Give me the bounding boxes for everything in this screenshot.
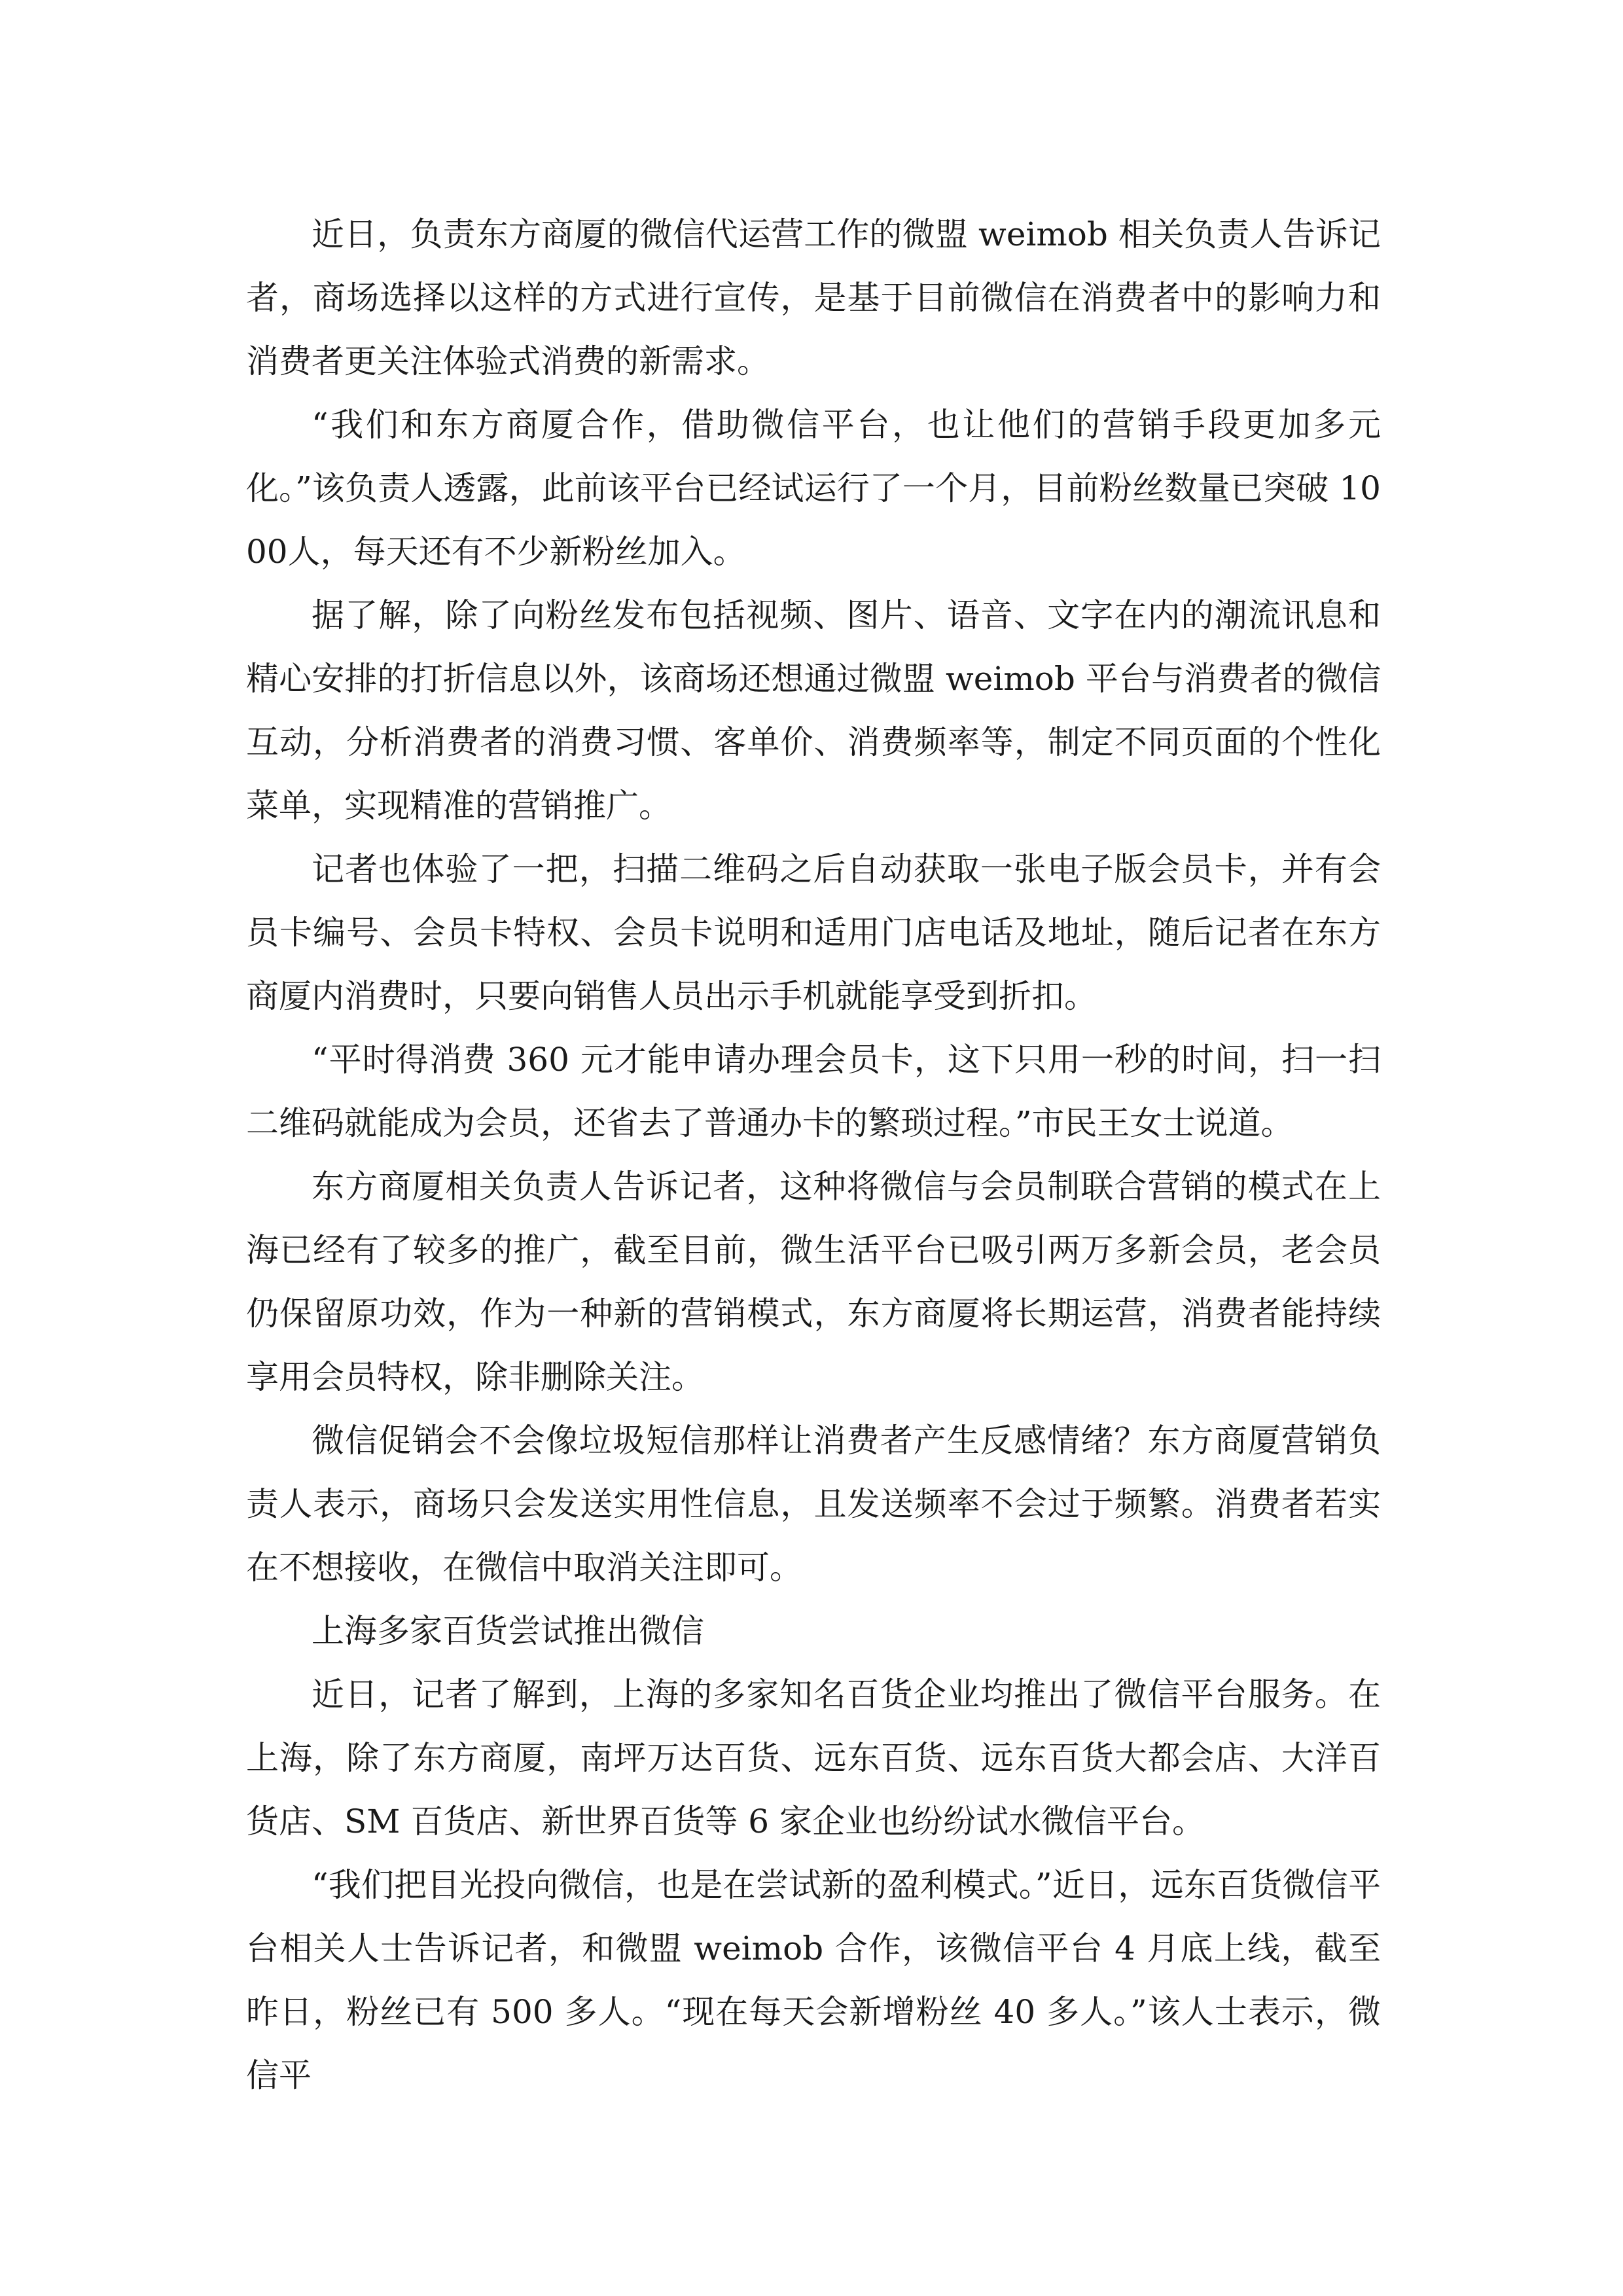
article-body [246,203,1381,2108]
section-subheading: 上海多家百货尝试推出微信 [312,1612,704,1650]
paragraph-2: “我们和东方商厦合作，借助微信平台，也让他们的营销手段更加多元化。”该负责人透露，此前该平台已经试运行了一个月，目前粉丝数量已突破 1000人，每天还有不少新粉丝加入。 [246,406,1381,571]
paragraph-3: 据了解，除了向粉丝发布包括视频、图片、语音、文字在内的潮流讯息和精心安排的打折信息以外，该商场还想通过微盟 weimob 平台与消费者的微信互动，分析消费者的消费习惯、客单价、消费频率等，制定不同页面的个性化菜单，实现精准的营销推广。 [246,596,1381,825]
paragraph-8: 近日，记者了解到，上海的多家知名百货企业均推出了微信平台服务。在上海，除了东方商厦，南坪万达百货、远东百货、远东百货大都会店、大洋百货店、SM 百货店、新世界百货等 6 家企业也纷纷试水微信平台。 [246,1676,1381,1840]
paragraph-6: 东方商厦相关负责人告诉记者，这种将微信与会员制联合营销的模式在上海已经有了较多的推广，截至目前，微生活平台已吸引两万多新会员，老会员仍保留原功效，作为一种新的营销模式，东方商厦将长期运营，消费者能持续享用会员特权，除非删除关注。 [246,1168,1381,1396]
paragraph-5: “平时得消费 360 元才能申请办理会员卡，这下只用一秒的时间，扫一扫二维码就能成为会员，还省去了普通办卡的繁琐过程。”市民王女士说道。 [246,1041,1381,1142]
paragraph-9: “我们把目光投向微信，也是在尝试新的盈利模式。”近日，远东百货微信平台相关人士告诉记者，和微盟 weimob 合作，该微信平台 4 月底上线，截至昨日，粉丝已有 500 多人。“现在每天会新增粉丝 40 多人。”该人士表示，微信平 [246,1866,1381,2094]
paragraph-1: 近日，负责东方商厦的微信代运营工作的微盟 weimob 相关负责人告诉记者，商场选择以这样的方式进行宣传，是基于目前微信在消费者中的影响力和消费者更关注体验式消费的新需求。 [246,215,1381,380]
paragraph-4: 记者也体验了一把，扫描二维码之后自动获取一张电子版会员卡，并有会员卡编号、会员卡特权、会员卡说明和适用门店电话及地址，随后记者在东方商厦内消费时，只要向销售人员出示手机就能享受到折扣。 [246,850,1381,1015]
paragraph-7: 微信促销会不会像垃圾短信那样让消费者产生反感情绪？东方商厦营销负责人表示，商场只会发送实用性信息，且发送频率不会过于频繁。消费者若实在不想接收，在微信中取消关注即可。 [246,1422,1381,1587]
